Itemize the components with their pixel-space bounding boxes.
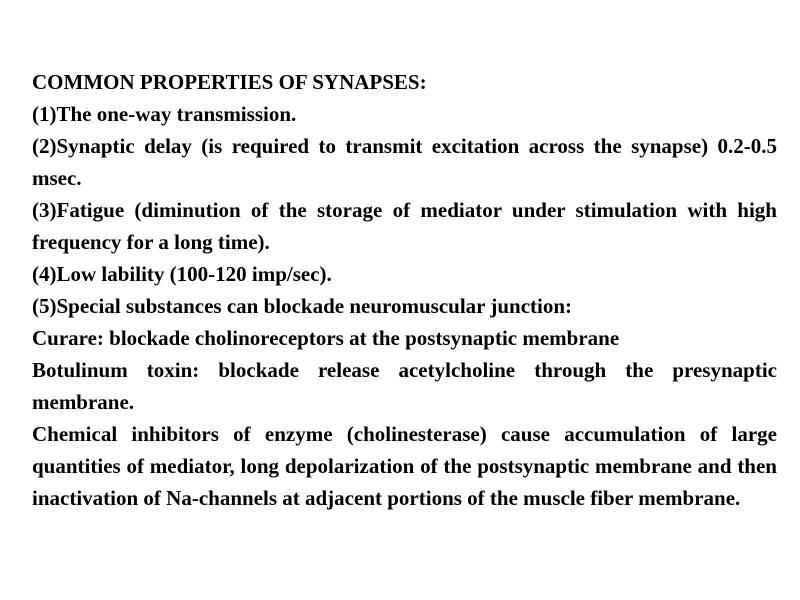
curare-paragraph: Curare: blockade cholinoreceptors at the postsynaptic membrane	[32, 326, 620, 350]
botulinum-paragraph: Botulinum toxin: blockade release acetylcholine through the presynaptic membrane.	[32, 358, 777, 414]
property-one-way-transmission: (1)The one-way transmission.	[32, 102, 297, 126]
chemical-inhibitors-paragraph: Chemical inhibitors of enzyme (cholinesterase) cause accumulation of large quantities of mediator, long depolarization of the postsynaptic membrane and then inactivation of Na-channels at adjacent portions of the muscle fiber membrane.	[32, 422, 777, 510]
property-blockade-substances: (5)Special substances can blockade neuromuscular junction:	[32, 294, 573, 318]
slide-content	[32, 66, 777, 514]
property-fatigue: (3)Fatigue (diminution of the storage of mediator under stimulation with high frequency for a long time).	[32, 198, 777, 254]
slide-heading: COMMON PROPERTIES OF SYNAPSES:	[32, 70, 427, 94]
property-synaptic-delay: (2)Synaptic delay (is required to transmit excitation across the synapse) 0.2-0.5 msec.	[32, 134, 777, 190]
property-low-lability: (4)Low lability (100-120 imp/sec).	[32, 262, 332, 286]
